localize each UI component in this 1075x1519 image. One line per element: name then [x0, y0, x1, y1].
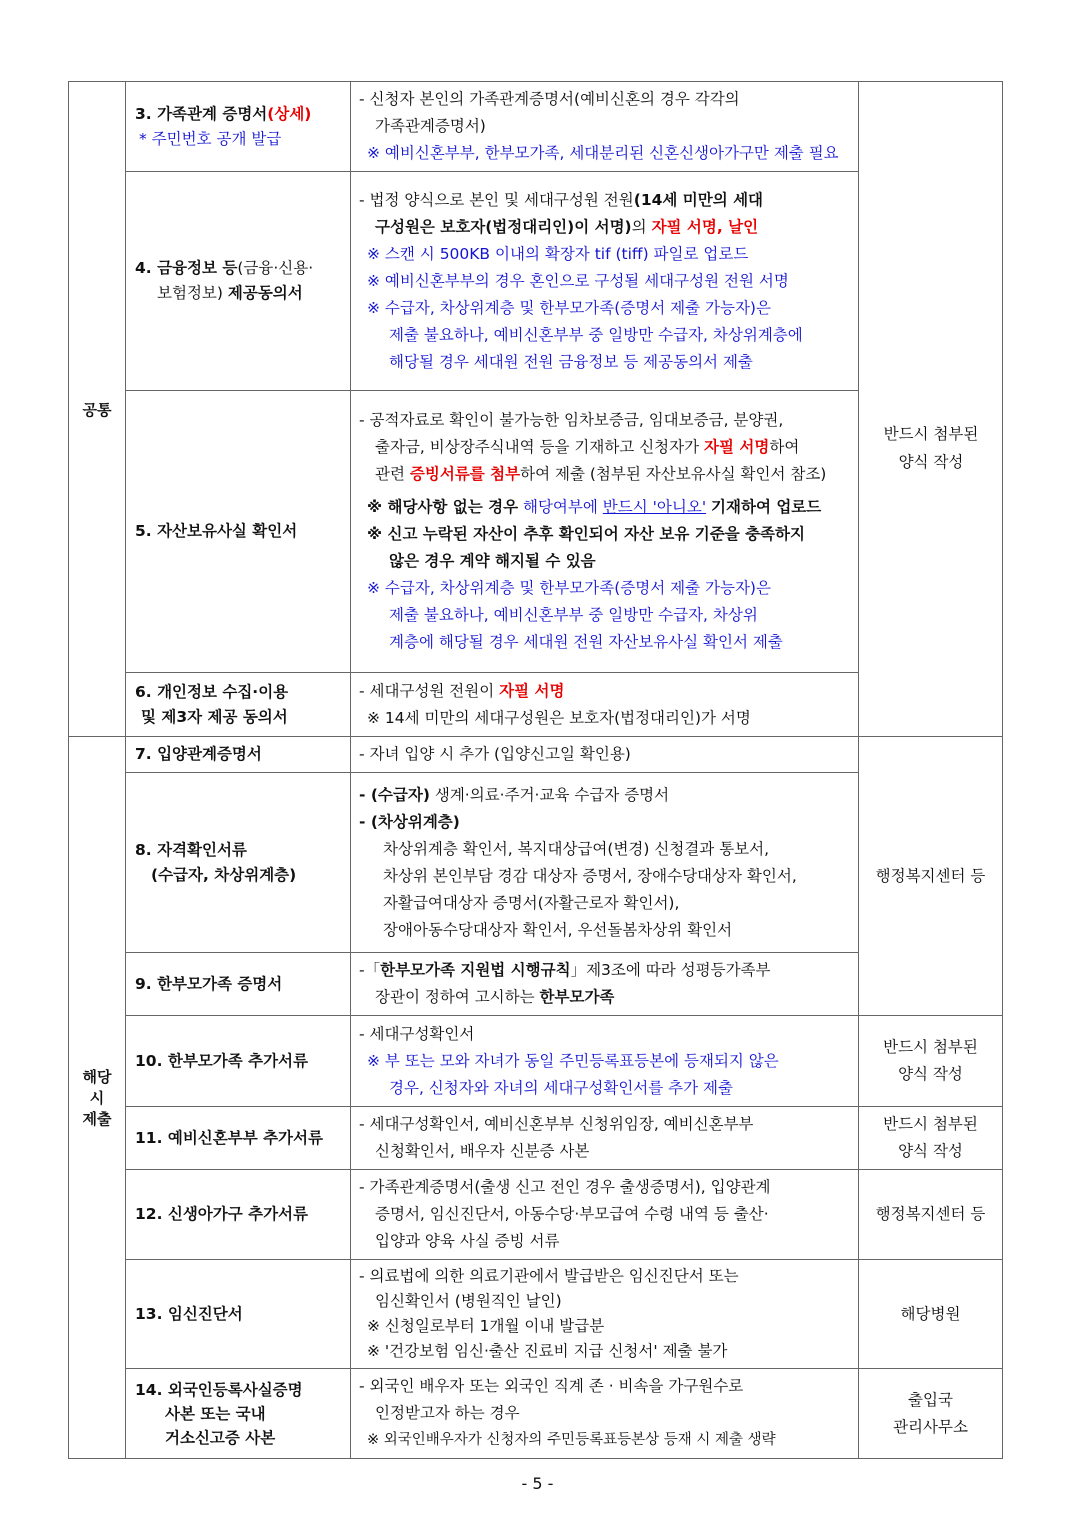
- issuer-text: 양식 작성: [898, 453, 964, 471]
- group-label-text: 해당: [82, 1067, 112, 1086]
- issuer-cell: [859, 1170, 1003, 1260]
- doc-title: 및 제3자 제공 동의서: [141, 707, 288, 726]
- desc-line: 」제3조에 따라 성평등가족부: [570, 961, 771, 979]
- desc-line: 관련: [375, 465, 405, 483]
- group-label-text: 제출: [82, 1109, 112, 1128]
- desc-line: 출자금, 비상장주식내역 등을 기재하고 신청자가: [375, 438, 700, 456]
- doc-desc-cell: [351, 82, 859, 172]
- issuer-cell: [859, 737, 1003, 1016]
- note-bold: 않은 경우 계약 해지될 수 있음: [389, 552, 596, 570]
- note-bold: ※ 신고 누락된 자산이 추후 확인되어 자산 보유 기준을 충족하지: [367, 525, 805, 543]
- desc-line: 가족관계증명서): [375, 117, 486, 135]
- detail-tag: (상세): [267, 104, 312, 123]
- issuer-cell: [859, 82, 1003, 737]
- doc-name-cell: [126, 1260, 351, 1369]
- desc-bold: 한부모가족 지원법 시행규칙: [380, 961, 571, 979]
- doc-name-cell: [126, 82, 351, 172]
- desc-line: - 공적자료로 확인이 불가능한 임차보증금, 임대보증금, 분양권,: [359, 411, 784, 429]
- table-row: [69, 1170, 1003, 1260]
- doc-desc-cell: [351, 773, 859, 953]
- table-row: [69, 1260, 1003, 1369]
- table-row: [69, 82, 1003, 172]
- issuer-cell: [859, 1369, 1003, 1459]
- doc-name-cell: [126, 737, 351, 773]
- desc-line: 인정받고자 하는 경우: [375, 1404, 520, 1422]
- doc-title: 5. 자산보유사실 확인서: [135, 522, 298, 540]
- desc-line: - 외국인 배우자 또는 외국인 직계 존 · 비속을 가구원수로: [359, 1377, 744, 1395]
- desc-line: 의: [631, 217, 647, 236]
- doc-title-extra: 보험정보): [157, 284, 223, 302]
- group-label-conditional: [69, 737, 126, 1459]
- doc-title: 13. 임신진단서: [135, 1304, 243, 1323]
- doc-title: 11. 예비신혼부부 추가서류: [135, 1128, 323, 1147]
- doc-title: 8. 자격확인서류: [135, 840, 247, 859]
- issuer-cell: [859, 1260, 1003, 1369]
- doc-title: 12. 신생아가구 추가서류: [135, 1205, 309, 1223]
- doc-title: 10. 한부모가족 추가서류: [135, 1051, 309, 1070]
- note-line: 계층에 해당될 경우 세대원 전원 자산보유사실 확인서 제출: [389, 633, 783, 651]
- doc-name-cell: [126, 773, 351, 953]
- note-bold: ※ 해당사항 없는 경우: [367, 498, 519, 516]
- desc-line: 장애아동수당대상자 확인서, 우선돌봄차상위 확인서: [383, 920, 733, 939]
- doc-title: 사본 또는 국내: [165, 1404, 266, 1423]
- table-row: [69, 1016, 1003, 1107]
- note-underlined: 반드시 '아니오': [602, 498, 707, 516]
- desc-line: - 신청자 본인의 가족관계증명서(예비신혼의 경우 각각의: [359, 90, 740, 108]
- desc-bold: - (수급자): [359, 785, 430, 804]
- desc-line: -「: [359, 961, 381, 979]
- doc-desc-cell: [351, 1016, 859, 1107]
- doc-title: 14. 외국인등록사실증명: [135, 1380, 303, 1399]
- desc-line: 자활급여대상자 증명서(자활근로자 확인서),: [383, 893, 680, 912]
- issuer-text: 양식 작성: [898, 1142, 963, 1160]
- desc-bold: 한부모가족: [539, 988, 615, 1006]
- note-line: ※ 수급자, 차상위계층 및 한부모가족(증명서 제출 가능자)은: [367, 298, 771, 317]
- desc-line: 생계·의료·주거·교육 수급자 증명서: [434, 785, 670, 804]
- emphasis-text: 증빙서류를 첨부: [409, 465, 521, 483]
- desc-line: - 법정 양식으로 본인 및 세대구성원 전원: [359, 190, 634, 209]
- table-row: [69, 1107, 1003, 1170]
- issuer-cell: [859, 1016, 1003, 1107]
- note-line: 제출 불요하나, 예비신혼부부 중 일방만 수급자, 차상위계층에: [389, 325, 803, 344]
- doc-title-end: 제공동의서: [227, 284, 303, 302]
- desc-line: 증명서, 임신진단서, 아동수당·부모급여 수령 내역 등 출산·: [375, 1205, 769, 1223]
- group-label-text: 시: [89, 1088, 105, 1107]
- note-line: 경우, 신청자와 자녀의 세대구성확인서를 추가 제출: [389, 1078, 733, 1097]
- note-line: ※ 스캔 시 500KB 이내의 확장자 tif (tiff) 파일로 업로드: [367, 244, 749, 263]
- issuer-text: 반드시 첨부된: [883, 425, 979, 443]
- emphasis-text: 자필 서명: [704, 438, 770, 456]
- issuer-text: 반드시 첨부된: [883, 1038, 978, 1056]
- page-number: - 5 -: [521, 1474, 554, 1493]
- doc-name-cell: [126, 391, 351, 673]
- desc-line: - 세대구성원 전원이: [359, 681, 495, 700]
- doc-desc-cell: [351, 391, 859, 673]
- doc-name-cell: [126, 1170, 351, 1260]
- doc-name-cell: [126, 953, 351, 1016]
- doc-title: [135, 102, 342, 127]
- doc-name-cell: [126, 673, 351, 737]
- doc-title-extra: (금융·신용·: [237, 259, 314, 277]
- issuer-text: 출입국: [908, 1390, 953, 1409]
- group-label-text: 공통: [82, 400, 112, 419]
- doc-title: 6. 개인정보 수집·이용: [135, 682, 289, 701]
- issuer-text: 해당병원: [900, 1304, 961, 1323]
- document-requirements-table: [68, 81, 1003, 1459]
- doc-subtitle: * 주민번호 공개 발급: [139, 129, 282, 148]
- desc-bold: 구성원은 보호자(법정대리인)이 서명): [375, 217, 632, 236]
- note-line: 제출 불요하나, 예비신혼부부 중 일방만 수급자, 차상위: [389, 606, 758, 624]
- desc-line: 장관이 정하여 고시하는: [375, 988, 535, 1006]
- desc-line: 하여 제출 (첨부된 자산보유사실 확인서 참조): [520, 465, 827, 483]
- note-bold: 기재하여 업로드: [711, 498, 822, 516]
- desc-line: - 세대구성확인서, 예비신혼부부 신청위임장, 예비신혼부부: [359, 1115, 754, 1133]
- desc-line: - 세대구성확인서: [359, 1024, 475, 1043]
- doc-title-text: 3. 가족관계 증명서: [135, 104, 268, 123]
- doc-title: 거소신고증 사본: [165, 1428, 276, 1447]
- desc-line: 차상위 본인부담 경감 대상자 증명서, 장애수당대상자 확인서,: [383, 866, 797, 885]
- note-line: ※ 부 또는 모와 자녀가 동일 주민등록표등본에 등재되지 않은: [367, 1051, 779, 1070]
- note-line: 해당될 경우 세대원 전원 금융정보 등 제공동의서 제출: [389, 352, 753, 371]
- desc-line: - 가족관계증명서(출생 신고 전인 경우 출생증명서), 입양관계: [359, 1178, 771, 1196]
- doc-name-cell: [126, 1016, 351, 1107]
- doc-desc-cell: [351, 737, 859, 773]
- desc-bold: - (차상위계층): [359, 812, 460, 831]
- doc-desc-cell: [351, 1369, 859, 1459]
- note-line: 해당여부에: [522, 498, 598, 516]
- note-line: ※ '건강보험 임신·출산 진료비 지급 신청서' 제출 불가: [367, 1342, 728, 1360]
- emphasis-text: 자필 서명, 날인: [651, 217, 759, 236]
- desc-line: - 자녀 입양 시 추가 (입양신고일 확인용): [359, 745, 631, 763]
- issuer-text: 양식 작성: [898, 1065, 963, 1083]
- note-line: ※ 예비신혼부부, 한부모가족, 세대분리된 신혼신생아가구만 제출 필요: [367, 144, 839, 162]
- note-line: ※ 수급자, 차상위계층 및 한부모가족(증명서 제출 가능자)은: [367, 579, 771, 597]
- table-row: [69, 737, 1003, 773]
- doc-title: 9. 한부모가족 증명서: [135, 974, 283, 993]
- desc-line: 입양과 양육 사실 증빙 서류: [375, 1232, 560, 1250]
- desc-line: - 의료법에 의한 의료기관에서 발급받은 임신진단서 또는: [359, 1267, 739, 1285]
- doc-desc-cell: [351, 172, 859, 391]
- doc-desc-cell: [351, 673, 859, 737]
- note-line: ※ 외국인배우자가 신청자의 주민등록표등본상 등재 시 제출 생략: [367, 1432, 776, 1448]
- desc-bold: (14세 미만의 세대: [633, 190, 764, 209]
- doc-desc-cell: [351, 953, 859, 1016]
- issuer-text: 반드시 첨부된: [883, 1115, 978, 1133]
- desc-line: 차상위계층 확인서, 복지대상급여(변경) 신청결과 통보서,: [383, 839, 770, 858]
- issuer-text: 관리사무소: [893, 1417, 968, 1436]
- doc-desc-cell: [351, 1260, 859, 1369]
- doc-title: (수급자, 차상위계층): [151, 865, 297, 884]
- issuer-text: 행정복지센터 등: [875, 1205, 986, 1223]
- issuer-cell: [859, 1107, 1003, 1170]
- note-line: ※ 신청일로부터 1개월 이내 발급분: [367, 1317, 605, 1335]
- note-line: ※ 14세 미만의 세대구성원은 보호자(법정대리인)가 서명: [367, 708, 751, 727]
- doc-name-cell: [126, 1369, 351, 1459]
- doc-desc-cell: [351, 1107, 859, 1170]
- desc-line: 신청확인서, 배우자 신분증 사본: [375, 1142, 590, 1160]
- issuer-common: [860, 420, 1002, 476]
- doc-desc-cell: [351, 1170, 859, 1260]
- doc-name-cell: [126, 1107, 351, 1170]
- doc-title: 4. 금융정보 등: [135, 259, 238, 277]
- issuer-text: 행정복지센터 등: [875, 866, 986, 885]
- note-line: ※ 예비신혼부부의 경우 혼인으로 구성될 세대구성원 전원 서명: [367, 271, 789, 290]
- desc-line: 임신확인서 (병원직인 날인): [375, 1292, 562, 1310]
- doc-name-cell: [126, 172, 351, 391]
- desc-line: 하여: [769, 438, 800, 456]
- table-row: [69, 1369, 1003, 1459]
- group-label-common: [69, 82, 126, 737]
- emphasis-text: 자필 서명: [499, 681, 565, 700]
- doc-title: 7. 입양관계증명서: [135, 745, 262, 763]
